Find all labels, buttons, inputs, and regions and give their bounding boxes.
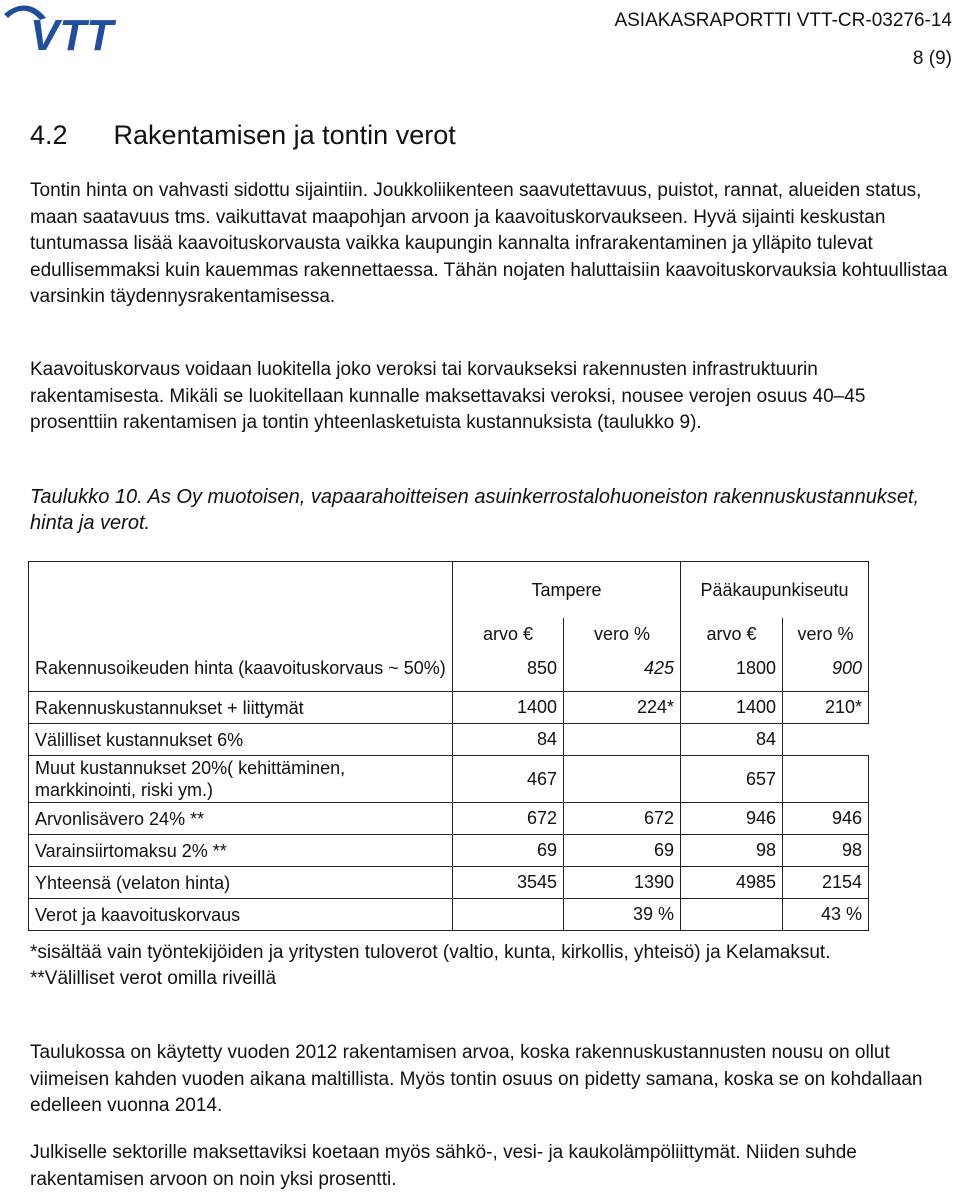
row-label: Välilliset kustannukset 6% (29, 724, 453, 756)
row-label: Verot ja kaavoituskorvaus (29, 899, 453, 931)
tampere-tax: 69 (564, 835, 681, 867)
capital-tax: 43 % (783, 899, 869, 931)
tampere-tax: 39 % (564, 899, 681, 931)
capital-value: 1800 (681, 645, 783, 692)
capital-value (681, 899, 783, 931)
table-row (29, 692, 869, 724)
row-label: Arvonlisävero 24% ** (29, 803, 453, 835)
table-row (29, 645, 869, 692)
capital-value: 1400 (681, 692, 783, 724)
tampere-value: 850 (453, 645, 564, 692)
tampere-value: 84 (453, 724, 564, 756)
capital-tax: 900 (783, 645, 869, 692)
paragraph-2: Kaavoituskorvaus voidaan luokitella joko veroksi tai korvaukseksi rakennusten infrastruktuurin rakentamisesta. Mikäli se luokitellaan kunnalle maksettavaksi veroksi, nousee verojen osuus 40–45 prosenttiin rakentamisen ja tontin yhteenlasketuista kustannuksista (taulukko 9). (30, 359, 866, 433)
row-label: Yhteensä (velaton hinta) (29, 867, 453, 899)
table-note-2: **Välilliset verot omilla riveillä (30, 968, 277, 989)
cost-table (28, 561, 869, 931)
tampere-value: 1400 (453, 692, 564, 724)
capital-tax: 2154 (783, 867, 869, 899)
capital-value: 657 (681, 756, 783, 803)
tampere-tax: 1390 (564, 867, 681, 899)
group-header-tampere: Tampere (453, 562, 681, 619)
tampere-value: 467 (453, 756, 564, 803)
table-subheader-row (29, 618, 869, 645)
capital-tax: 946 (783, 803, 869, 835)
table-note-1: *sisältää vain työntekijöiden ja yritysten tuloverot (valtio, kunta, kirkollis, yhteisö) ja Kelamaksut. (30, 942, 831, 963)
row-label: Rakennuskustannukset + liittymät (29, 692, 453, 724)
table-row (29, 867, 869, 899)
row-label: Rakennusoikeuden hinta (kaavoituskorvaus ~ 50%) (29, 645, 453, 692)
empty-header-cell (29, 562, 453, 619)
section-heading (30, 120, 456, 151)
tampere-value: 3545 (453, 867, 564, 899)
group-header-capital-region: Pääkaupunkiseutu (681, 562, 869, 619)
tampere-value: 69 (453, 835, 564, 867)
page-number: 8 (9) (912, 48, 952, 69)
col-header-tax: vero % (564, 618, 681, 645)
tampere-tax: 224* (564, 692, 681, 724)
section-number: 4.2 (30, 120, 68, 150)
tampere-tax: 425 (564, 645, 681, 692)
tampere-value (453, 899, 564, 931)
row-label: Varainsiirtomaksu 2% ** (29, 835, 453, 867)
capital-tax (783, 724, 869, 756)
col-header-value: arvo € (681, 618, 783, 645)
empty-subheader-cell (29, 618, 453, 645)
table-row (29, 899, 869, 931)
tampere-tax (564, 724, 681, 756)
paragraph-3: Taulukossa on käytetty vuoden 2012 rakentamisen arvoa, koska rakennuskustannusten nousu on ollut viimeisen kahden vuoden aikana maltillista. Myös tontin osuus on pidetty samana, koska se on kohdallaan edelleen vuonna 2014. (30, 1042, 923, 1116)
table-row (29, 724, 869, 756)
tampere-tax (564, 756, 681, 803)
table-header-row (29, 562, 869, 619)
report-id: ASIAKASRAPORTTI VTT-CR-03276-14 (614, 10, 952, 31)
table-row (29, 803, 869, 835)
row-label: Muut kustannukset 20%( kehittäminen, markkinointi, riski ym.) (29, 756, 453, 803)
section-title: Rakentamisen ja tontin verot (113, 120, 456, 150)
col-header-value: arvo € (453, 618, 564, 645)
capital-value: 98 (681, 835, 783, 867)
svg-text:VTT: VTT (30, 11, 114, 56)
capital-value: 946 (681, 803, 783, 835)
table-row (29, 756, 869, 803)
col-header-tax: vero % (783, 618, 869, 645)
paragraph-1: Tontin hinta on vahvasti sidottu sijaintiin. Joukkoliikenteen saavutettavuus, puistot, rannat, alueiden status, maan saatavuus tms. vaikuttavat maapohjan arvoon ja kaavoituskorvaukseen. Hyvä sijainti keskustan tuntumassa lisää kaavoituskorvausta vaikka kaupungin kannalta infrarakentaminen ja ylläpito tulevat edullisemmaksi kuin kauemmas rakennettaessa. Tähän nojaten haluttaisiin kaavoituskorvauksia kohtuullistaa varsinkin täydennysrakentamisessa. (30, 180, 948, 307)
capital-tax (783, 756, 869, 803)
table-caption: Taulukko 10. As Oy muotoisen, vapaarahoitteisen asuinkerrostalohuoneiston rakennuskustannukset, hinta ja verot. (30, 486, 920, 534)
tampere-tax: 672 (564, 803, 681, 835)
capital-value: 4985 (681, 867, 783, 899)
tampere-value: 672 (453, 803, 564, 835)
capital-tax: 210* (783, 692, 869, 724)
paragraph-4: Julkiselle sektorille maksettaviksi koetaan myös sähkö-, vesi- ja kaukolämpöliittymät. Niiden suhde rakentamisen arvoon on noin yksi prosentti. (30, 1142, 857, 1190)
capital-tax: 98 (783, 835, 869, 867)
vtt-logo (0, 0, 160, 56)
table-notes (30, 940, 910, 992)
capital-value: 84 (681, 724, 783, 756)
table-row (29, 835, 869, 867)
